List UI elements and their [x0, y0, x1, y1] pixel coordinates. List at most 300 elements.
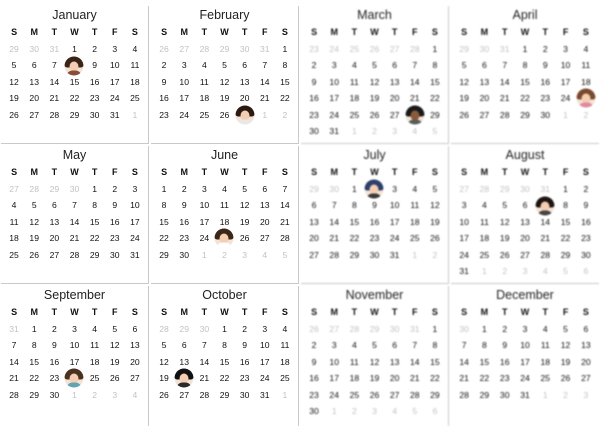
day-cell[interactable] [344, 230, 364, 246]
day-cell[interactable] [364, 90, 384, 106]
day-cell[interactable] [24, 74, 44, 90]
adjacent-month-day[interactable] [495, 263, 515, 279]
day-cell[interactable] [214, 181, 234, 197]
day-cell[interactable] [405, 74, 425, 90]
day-cell[interactable] [555, 181, 575, 197]
day-cell[interactable] [576, 41, 596, 57]
day-cell[interactable] [255, 321, 275, 337]
day-cell[interactable] [4, 247, 24, 263]
day-cell[interactable] [425, 387, 445, 403]
day-cell[interactable] [85, 181, 105, 197]
day-cell[interactable] [4, 107, 24, 123]
day-cell[interactable] [535, 337, 555, 353]
day-cell[interactable] [474, 230, 494, 246]
adjacent-month-day[interactable] [4, 181, 24, 197]
adjacent-month-day[interactable] [324, 181, 344, 197]
man-dark-skin-avatar-icon[interactable] [405, 105, 424, 124]
day-cell[interactable] [24, 387, 44, 403]
day-cell[interactable] [44, 197, 64, 213]
day-cell[interactable] [474, 90, 494, 106]
adjacent-month-day[interactable] [304, 181, 324, 197]
day-cell[interactable] [474, 387, 494, 403]
day-cell[interactable] [194, 197, 214, 213]
woman-pink-shirt-avatar-icon[interactable] [576, 89, 595, 108]
day-cell[interactable] [454, 107, 474, 123]
day-cell[interactable] [304, 74, 324, 90]
day-cell[interactable] [304, 247, 324, 263]
adjacent-month-day[interactable] [194, 247, 214, 263]
day-cell[interactable] [105, 107, 125, 123]
adjacent-month-day[interactable] [474, 263, 494, 279]
day-cell[interactable] [174, 74, 194, 90]
adjacent-month-day[interactable] [454, 41, 474, 57]
woman-dark-hair-avatar-icon[interactable] [65, 56, 84, 75]
adjacent-month-day[interactable] [324, 321, 344, 337]
day-cell[interactable] [454, 387, 474, 403]
day-cell[interactable] [105, 321, 125, 337]
day-cell[interactable] [235, 354, 255, 370]
day-cell[interactable] [214, 230, 234, 246]
day-cell[interactable] [555, 74, 575, 90]
day-cell[interactable] [174, 181, 194, 197]
day-cell[interactable] [214, 57, 234, 73]
adjacent-month-day[interactable] [405, 41, 425, 57]
adjacent-month-day[interactable] [474, 181, 494, 197]
day-cell[interactable] [24, 247, 44, 263]
day-cell[interactable] [255, 74, 275, 90]
day-cell[interactable] [576, 321, 596, 337]
adjacent-month-day[interactable] [235, 247, 255, 263]
day-cell[interactable] [324, 90, 344, 106]
day-cell[interactable] [304, 403, 324, 419]
day-cell[interactable] [324, 247, 344, 263]
adjacent-month-day[interactable] [454, 321, 474, 337]
day-cell[interactable] [154, 230, 174, 246]
day-cell[interactable] [194, 337, 214, 353]
day-cell[interactable] [174, 214, 194, 230]
day-cell[interactable] [235, 181, 255, 197]
day-cell[interactable] [125, 181, 145, 197]
day-cell[interactable] [44, 230, 64, 246]
day-cell[interactable] [576, 337, 596, 353]
day-cell[interactable] [174, 197, 194, 213]
adjacent-month-day[interactable] [64, 387, 84, 403]
day-cell[interactable] [194, 354, 214, 370]
day-cell[interactable] [324, 123, 344, 139]
day-cell[interactable] [304, 370, 324, 386]
day-cell[interactable] [64, 370, 84, 386]
day-cell[interactable] [364, 247, 384, 263]
day-cell[interactable] [214, 337, 234, 353]
day-cell[interactable] [154, 90, 174, 106]
day-cell[interactable] [44, 57, 64, 73]
day-cell[interactable] [154, 74, 174, 90]
day-cell[interactable] [44, 107, 64, 123]
adjacent-month-day[interactable] [194, 321, 214, 337]
day-cell[interactable] [474, 354, 494, 370]
day-cell[interactable] [105, 214, 125, 230]
adjacent-month-day[interactable] [515, 181, 535, 197]
day-cell[interactable] [364, 74, 384, 90]
day-cell[interactable] [154, 197, 174, 213]
adjacent-month-day[interactable] [385, 123, 405, 139]
day-cell[interactable] [174, 107, 194, 123]
day-cell[interactable] [425, 41, 445, 57]
day-cell[interactable] [125, 230, 145, 246]
day-cell[interactable] [495, 370, 515, 386]
day-cell[interactable] [495, 354, 515, 370]
adjacent-month-day[interactable] [125, 387, 145, 403]
day-cell[interactable] [576, 370, 596, 386]
day-cell[interactable] [105, 181, 125, 197]
day-cell[interactable] [344, 354, 364, 370]
day-cell[interactable] [85, 247, 105, 263]
day-cell[interactable] [304, 337, 324, 353]
adjacent-month-day[interactable] [255, 41, 275, 57]
day-cell[interactable] [255, 354, 275, 370]
day-cell[interactable] [275, 354, 295, 370]
day-cell[interactable] [235, 57, 255, 73]
day-cell[interactable] [495, 337, 515, 353]
day-cell[interactable] [275, 214, 295, 230]
day-cell[interactable] [255, 214, 275, 230]
day-cell[interactable] [515, 321, 535, 337]
day-cell[interactable] [385, 90, 405, 106]
day-cell[interactable] [576, 214, 596, 230]
day-cell[interactable] [425, 181, 445, 197]
day-cell[interactable] [535, 321, 555, 337]
day-cell[interactable] [364, 214, 384, 230]
day-cell[interactable] [454, 197, 474, 213]
day-cell[interactable] [85, 230, 105, 246]
day-cell[interactable] [535, 370, 555, 386]
adjacent-month-day[interactable] [4, 41, 24, 57]
day-cell[interactable] [255, 181, 275, 197]
day-cell[interactable] [24, 230, 44, 246]
day-cell[interactable] [385, 337, 405, 353]
day-cell[interactable] [4, 74, 24, 90]
day-cell[interactable] [344, 90, 364, 106]
day-cell[interactable] [324, 354, 344, 370]
adjacent-month-day[interactable] [324, 403, 344, 419]
day-cell[interactable] [154, 57, 174, 73]
day-cell[interactable] [194, 214, 214, 230]
day-cell[interactable] [174, 387, 194, 403]
day-cell[interactable] [304, 230, 324, 246]
day-cell[interactable] [85, 197, 105, 213]
day-cell[interactable] [344, 337, 364, 353]
day-cell[interactable] [385, 214, 405, 230]
day-cell[interactable] [405, 181, 425, 197]
day-cell[interactable] [324, 337, 344, 353]
day-cell[interactable] [425, 197, 445, 213]
day-cell[interactable] [214, 321, 234, 337]
day-cell[interactable] [576, 230, 596, 246]
day-cell[interactable] [454, 263, 474, 279]
day-cell[interactable] [125, 370, 145, 386]
day-cell[interactable] [495, 57, 515, 73]
day-cell[interactable] [105, 57, 125, 73]
day-cell[interactable] [235, 107, 255, 123]
day-cell[interactable] [4, 230, 24, 246]
day-cell[interactable] [255, 57, 275, 73]
woman-glasses-avatar-icon[interactable] [536, 196, 555, 215]
day-cell[interactable] [235, 321, 255, 337]
day-cell[interactable] [474, 214, 494, 230]
adjacent-month-day[interactable] [495, 181, 515, 197]
day-cell[interactable] [24, 370, 44, 386]
day-cell[interactable] [275, 57, 295, 73]
day-cell[interactable] [405, 57, 425, 73]
day-cell[interactable] [454, 90, 474, 106]
adjacent-month-day[interactable] [555, 263, 575, 279]
day-cell[interactable] [255, 387, 275, 403]
man-cap-avatar-icon[interactable] [365, 180, 384, 199]
day-cell[interactable] [324, 230, 344, 246]
day-cell[interactable] [405, 197, 425, 213]
day-cell[interactable] [44, 387, 64, 403]
day-cell[interactable] [64, 41, 84, 57]
adjacent-month-day[interactable] [304, 41, 324, 57]
day-cell[interactable] [85, 214, 105, 230]
adjacent-month-day[interactable] [255, 247, 275, 263]
day-cell[interactable] [385, 74, 405, 90]
day-cell[interactable] [364, 197, 384, 213]
day-cell[interactable] [555, 247, 575, 263]
day-cell[interactable] [194, 387, 214, 403]
day-cell[interactable] [515, 230, 535, 246]
day-cell[interactable] [4, 387, 24, 403]
day-cell[interactable] [576, 181, 596, 197]
day-cell[interactable] [495, 247, 515, 263]
day-cell[interactable] [535, 354, 555, 370]
day-cell[interactable] [85, 74, 105, 90]
day-cell[interactable] [364, 181, 384, 197]
adjacent-month-day[interactable] [385, 41, 405, 57]
day-cell[interactable] [454, 74, 474, 90]
day-cell[interactable] [125, 214, 145, 230]
day-cell[interactable] [454, 57, 474, 73]
day-cell[interactable] [125, 337, 145, 353]
day-cell[interactable] [474, 370, 494, 386]
day-cell[interactable] [24, 337, 44, 353]
day-cell[interactable] [255, 230, 275, 246]
day-cell[interactable] [105, 41, 125, 57]
adjacent-month-day[interactable] [454, 181, 474, 197]
day-cell[interactable] [535, 214, 555, 230]
day-cell[interactable] [405, 337, 425, 353]
day-cell[interactable] [275, 90, 295, 106]
day-cell[interactable] [214, 74, 234, 90]
day-cell[interactable] [44, 321, 64, 337]
day-cell[interactable] [344, 57, 364, 73]
day-cell[interactable] [64, 57, 84, 73]
day-cell[interactable] [385, 247, 405, 263]
day-cell[interactable] [344, 370, 364, 386]
day-cell[interactable] [105, 197, 125, 213]
day-cell[interactable] [85, 321, 105, 337]
adjacent-month-day[interactable] [364, 321, 384, 337]
day-cell[interactable] [235, 74, 255, 90]
adjacent-month-day[interactable] [385, 403, 405, 419]
day-cell[interactable] [324, 74, 344, 90]
day-cell[interactable] [425, 214, 445, 230]
day-cell[interactable] [125, 41, 145, 57]
day-cell[interactable] [515, 337, 535, 353]
day-cell[interactable] [275, 197, 295, 213]
woman-long-hair-avatar-icon[interactable] [215, 229, 234, 248]
day-cell[interactable] [44, 354, 64, 370]
day-cell[interactable] [64, 354, 84, 370]
day-cell[interactable] [385, 197, 405, 213]
adjacent-month-day[interactable] [425, 403, 445, 419]
day-cell[interactable] [555, 41, 575, 57]
day-cell[interactable] [474, 321, 494, 337]
adjacent-month-day[interactable] [275, 387, 295, 403]
day-cell[interactable] [454, 370, 474, 386]
day-cell[interactable] [515, 387, 535, 403]
day-cell[interactable] [125, 197, 145, 213]
day-cell[interactable] [174, 370, 194, 386]
adjacent-month-day[interactable] [85, 387, 105, 403]
day-cell[interactable] [364, 230, 384, 246]
day-cell[interactable] [235, 197, 255, 213]
day-cell[interactable] [555, 90, 575, 106]
day-cell[interactable] [4, 214, 24, 230]
day-cell[interactable] [495, 107, 515, 123]
day-cell[interactable] [64, 197, 84, 213]
day-cell[interactable] [364, 337, 384, 353]
adjacent-month-day[interactable] [425, 247, 445, 263]
adjacent-month-day[interactable] [64, 181, 84, 197]
day-cell[interactable] [125, 321, 145, 337]
adjacent-month-day[interactable] [576, 387, 596, 403]
day-cell[interactable] [405, 354, 425, 370]
day-cell[interactable] [24, 107, 44, 123]
day-cell[interactable] [495, 230, 515, 246]
day-cell[interactable] [324, 214, 344, 230]
day-cell[interactable] [304, 107, 324, 123]
day-cell[interactable] [105, 90, 125, 106]
day-cell[interactable] [344, 74, 364, 90]
adjacent-month-day[interactable] [576, 107, 596, 123]
day-cell[interactable] [44, 247, 64, 263]
adjacent-month-day[interactable] [474, 41, 494, 57]
adjacent-month-day[interactable] [275, 107, 295, 123]
day-cell[interactable] [44, 74, 64, 90]
adjacent-month-day[interactable] [174, 321, 194, 337]
day-cell[interactable] [64, 230, 84, 246]
day-cell[interactable] [44, 214, 64, 230]
day-cell[interactable] [125, 57, 145, 73]
day-cell[interactable] [214, 90, 234, 106]
day-cell[interactable] [495, 321, 515, 337]
day-cell[interactable] [194, 57, 214, 73]
day-cell[interactable] [304, 387, 324, 403]
day-cell[interactable] [235, 387, 255, 403]
day-cell[interactable] [385, 181, 405, 197]
day-cell[interactable] [515, 370, 535, 386]
day-cell[interactable] [405, 107, 425, 123]
adjacent-month-day[interactable] [385, 321, 405, 337]
adjacent-month-day[interactable] [495, 41, 515, 57]
day-cell[interactable] [555, 230, 575, 246]
day-cell[interactable] [174, 90, 194, 106]
day-cell[interactable] [344, 387, 364, 403]
day-cell[interactable] [64, 247, 84, 263]
adjacent-month-day[interactable] [405, 403, 425, 419]
adjacent-month-day[interactable] [125, 107, 145, 123]
day-cell[interactable] [214, 387, 234, 403]
adjacent-month-day[interactable] [105, 387, 125, 403]
day-cell[interactable] [64, 90, 84, 106]
day-cell[interactable] [405, 230, 425, 246]
day-cell[interactable] [344, 247, 364, 263]
day-cell[interactable] [344, 197, 364, 213]
day-cell[interactable] [304, 123, 324, 139]
day-cell[interactable] [474, 197, 494, 213]
day-cell[interactable] [515, 41, 535, 57]
day-cell[interactable] [425, 337, 445, 353]
day-cell[interactable] [275, 337, 295, 353]
day-cell[interactable] [474, 74, 494, 90]
day-cell[interactable] [576, 90, 596, 106]
day-cell[interactable] [515, 90, 535, 106]
adjacent-month-day[interactable] [364, 403, 384, 419]
day-cell[interactable] [275, 181, 295, 197]
adjacent-month-day[interactable] [425, 123, 445, 139]
day-cell[interactable] [64, 337, 84, 353]
adjacent-month-day[interactable] [555, 387, 575, 403]
adjacent-month-day[interactable] [4, 321, 24, 337]
day-cell[interactable] [425, 354, 445, 370]
day-cell[interactable] [4, 354, 24, 370]
man-glasses-avatar-icon[interactable] [65, 369, 84, 388]
day-cell[interactable] [344, 107, 364, 123]
day-cell[interactable] [454, 214, 474, 230]
day-cell[interactable] [515, 57, 535, 73]
day-cell[interactable] [385, 230, 405, 246]
day-cell[interactable] [576, 74, 596, 90]
day-cell[interactable] [495, 387, 515, 403]
day-cell[interactable] [324, 107, 344, 123]
day-cell[interactable] [304, 214, 324, 230]
adjacent-month-day[interactable] [344, 123, 364, 139]
day-cell[interactable] [495, 90, 515, 106]
day-cell[interactable] [515, 214, 535, 230]
day-cell[interactable] [385, 57, 405, 73]
day-cell[interactable] [105, 74, 125, 90]
day-cell[interactable] [576, 354, 596, 370]
adjacent-month-day[interactable] [576, 263, 596, 279]
day-cell[interactable] [44, 90, 64, 106]
day-cell[interactable] [214, 370, 234, 386]
day-cell[interactable] [275, 321, 295, 337]
day-cell[interactable] [44, 370, 64, 386]
day-cell[interactable] [385, 387, 405, 403]
day-cell[interactable] [24, 354, 44, 370]
day-cell[interactable] [154, 247, 174, 263]
day-cell[interactable] [576, 197, 596, 213]
day-cell[interactable] [174, 230, 194, 246]
day-cell[interactable] [194, 90, 214, 106]
day-cell[interactable] [105, 337, 125, 353]
woman-hair-bun-avatar-icon[interactable] [235, 105, 254, 124]
day-cell[interactable] [154, 337, 174, 353]
day-cell[interactable] [275, 230, 295, 246]
adjacent-month-day[interactable] [304, 321, 324, 337]
adjacent-month-day[interactable] [154, 321, 174, 337]
